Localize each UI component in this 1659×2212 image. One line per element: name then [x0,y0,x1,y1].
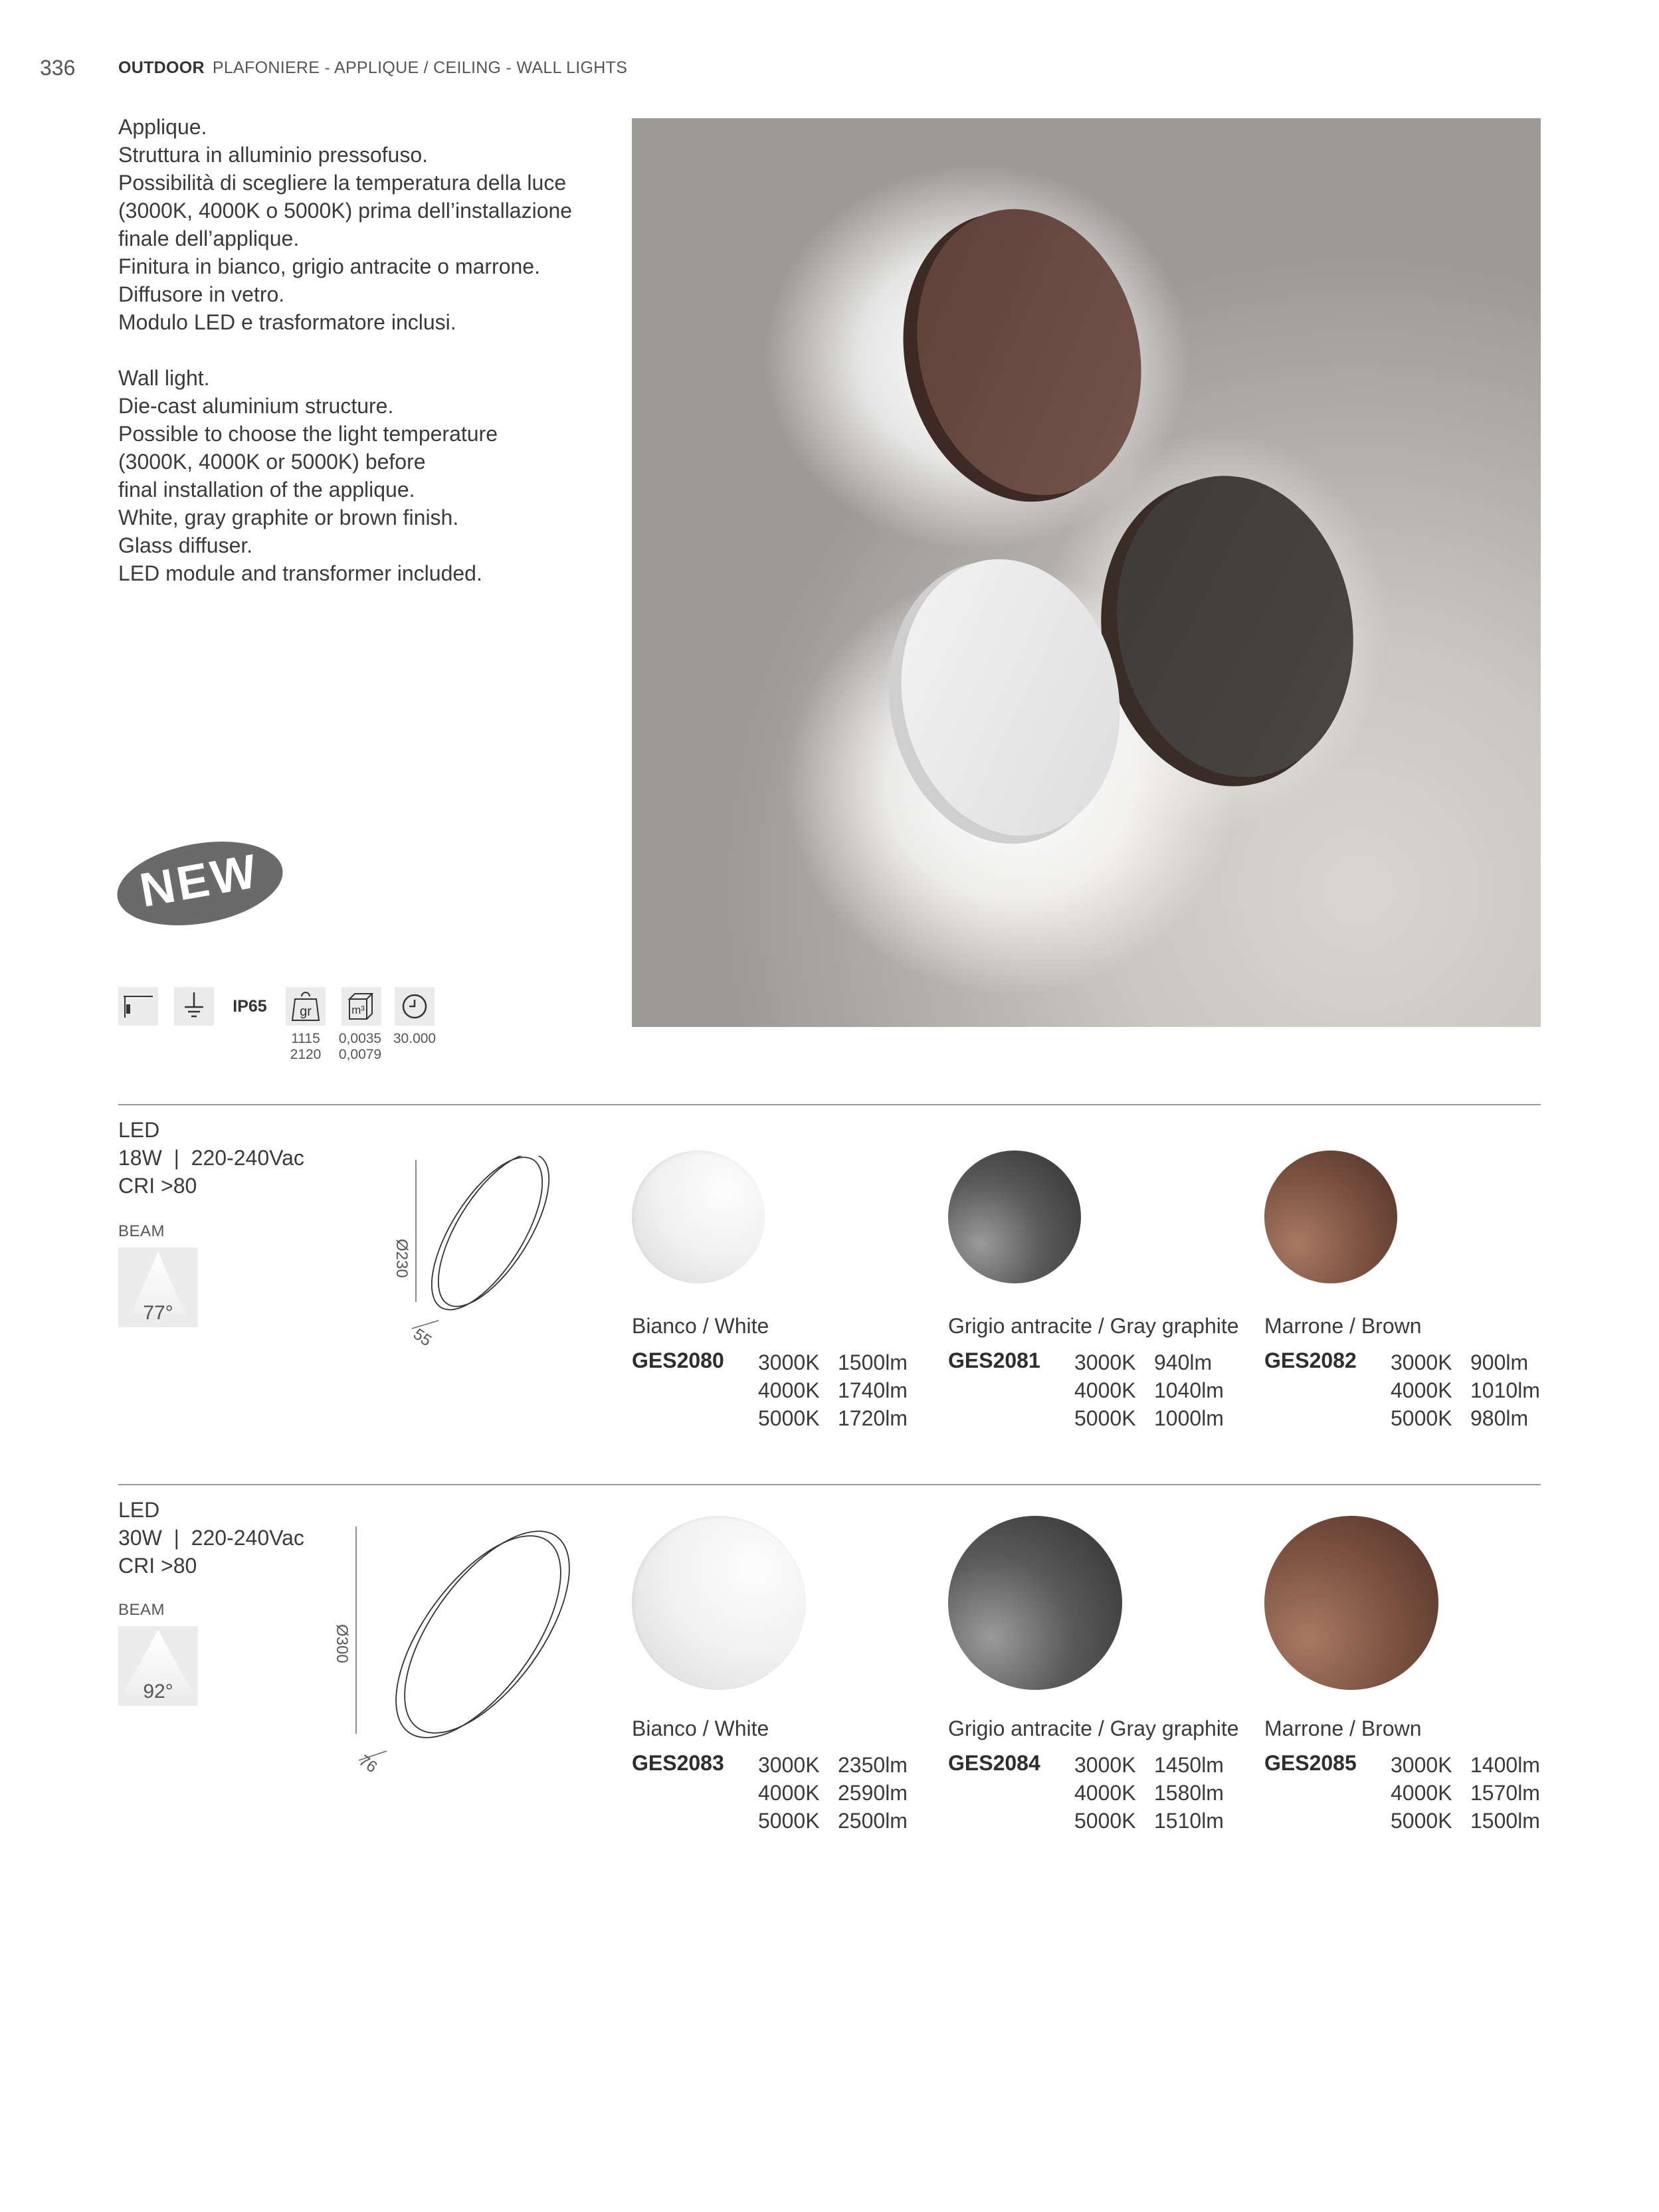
variant-option: 4000K 2590lm [758,1781,908,1805]
variant-option: 3000K 1400lm [1391,1753,1540,1777]
color-swatch-gray [948,1516,1122,1690]
new-badge [115,838,285,929]
variant-option: 3000K 2350lm [758,1753,908,1777]
section-divider [118,1104,1541,1105]
desc-line: Possible to choose the light temperature [118,422,498,446]
product-photo [632,118,1541,1027]
description-italian [118,113,572,336]
variant-options [1391,1751,1540,1835]
new-badge-text: NEW [136,844,263,918]
variant-option: 4000K 1040lm [1074,1378,1224,1402]
color-name: Marrone / Brown [1264,1716,1422,1740]
desc-line: (3000K, 4000K or 5000K) before [118,450,426,474]
desc-line: LED module and transformer included. [118,561,482,585]
color-name: Bianco / White [632,1314,769,1338]
variant-options [758,1348,908,1432]
product-code: GES2084 [948,1751,1040,1775]
desc-line: Struttura in alluminio pressofuso. [118,143,428,167]
desc-line: Diffusore in vetro. [118,282,285,306]
desc-line: Glass diffuser. [118,533,253,557]
desc-line: Modulo LED e trasformatore inclusi. [118,310,456,334]
desc-line: White, gray graphite or brown finish. [118,506,459,529]
color-swatch-white [632,1151,765,1283]
variant-options [758,1751,908,1835]
volume-value: 0,0035 [338,1031,382,1046]
spec-line: 18W | 220-240Vac [118,1146,304,1170]
product-code: GES2081 [948,1348,1040,1372]
lifetime-value: 30.000 [393,1031,437,1046]
variant-option: 3000K 1450lm [1074,1753,1224,1777]
desc-line: Finitura in bianco, grigio antracite o marrone. [118,254,540,278]
variant-option: 4000K 1740lm [758,1378,908,1402]
lifetime-values [388,1031,441,1047]
weight-value: 2120 [290,1047,322,1062]
product-code: GES2085 [1264,1751,1357,1775]
spec-line: LED [118,1498,160,1522]
variant-option: 4000K 1580lm [1074,1781,1224,1805]
ip-rating-icon: IP65 [233,997,267,1016]
dimension-drawing [392,1156,565,1355]
desc-line: final installation of the applique. [118,478,415,502]
product-spec [118,1496,304,1580]
category-title: PLAFONIERE - APPLIQUE / CEILING - WALL LIGHTS [212,58,628,77]
beam-label: BEAM [118,1222,165,1240]
page-header [118,58,627,78]
variant-option: 3000K 900lm [1391,1350,1529,1374]
beam-icon [118,1247,198,1327]
svg-text:m³: m³ [351,1004,365,1016]
variant-options [1074,1348,1224,1432]
product-spec [118,1116,304,1200]
color-swatch-brown [1264,1516,1438,1690]
color-name: Marrone / Brown [1264,1314,1422,1338]
variant-option: 3000K 940lm [1074,1350,1213,1374]
beam-angle: 92° [143,1681,173,1703]
desc-line: Wall light. [118,366,210,390]
desc-line: Possibilità di scegliere la temperatura della luce [118,171,567,195]
variant-option: 3000K 1500lm [758,1350,908,1374]
wall-mount-icon [118,987,158,1026]
spec-line: 30W | 220-240Vac [118,1526,304,1550]
svg-text:gr: gr [300,1004,312,1019]
color-swatch-gray [948,1151,1081,1283]
variant-option: 4000K 1010lm [1391,1378,1540,1402]
volume-value: 0,0079 [338,1047,382,1062]
beam-label: BEAM [118,1601,165,1619]
variant-option: 5000K 1510lm [1074,1809,1224,1833]
product-code: GES2083 [632,1751,724,1775]
color-name: Grigio antracite / Gray graphite [948,1314,1239,1338]
dimension-drawing [332,1521,585,1787]
weight-gr-icon [286,987,326,1026]
color-name: Bianco / White [632,1716,769,1740]
diameter-label: Ø230 [393,1239,411,1278]
depth-label: 55 [409,1325,435,1350]
section-divider [118,1484,1541,1485]
earth-ground-icon [174,987,214,1026]
variant-option: 5000K 1720lm [758,1406,908,1430]
section-title: OUTDOOR [118,58,205,77]
weight-value: 1115 [291,1031,320,1046]
product-code: GES2080 [632,1348,724,1372]
variant-option: 5000K 980lm [1391,1406,1529,1430]
color-name: Grigio antracite / Gray graphite [948,1716,1239,1740]
desc-line: Applique. [118,115,207,139]
page-number: 336 [40,56,76,80]
variant-option: 5000K 1500lm [1391,1809,1540,1833]
spec-line: CRI >80 [118,1174,197,1198]
product-code: GES2082 [1264,1348,1357,1372]
lifetime-clock-icon [395,987,435,1026]
description-english [118,364,498,587]
variant-options [1074,1751,1224,1835]
beam-icon [118,1626,198,1706]
desc-line: (3000K, 4000K o 5000K) prima dell’installazione [118,199,573,223]
variant-options [1391,1348,1540,1432]
spec-line: LED [118,1118,160,1142]
product-photo-illustration [632,118,1541,1027]
variant-option: 5000K 2500lm [758,1809,908,1833]
spec-line: CRI >80 [118,1554,197,1578]
diameter-label: Ø300 [333,1624,351,1663]
desc-line: finale dell’applique. [118,227,300,250]
volume-m3-icon [342,987,381,1026]
depth-label: 76 [355,1751,381,1777]
beam-angle: 77° [143,1302,173,1324]
color-swatch-white [632,1516,806,1690]
volume-values [332,1031,388,1063]
desc-line: Die-cast aluminium structure. [118,394,394,418]
weight-values [282,1031,330,1063]
variant-option: 4000K 1570lm [1391,1781,1540,1805]
color-swatch-brown [1264,1151,1397,1283]
variant-option: 5000K 1000lm [1074,1406,1224,1430]
